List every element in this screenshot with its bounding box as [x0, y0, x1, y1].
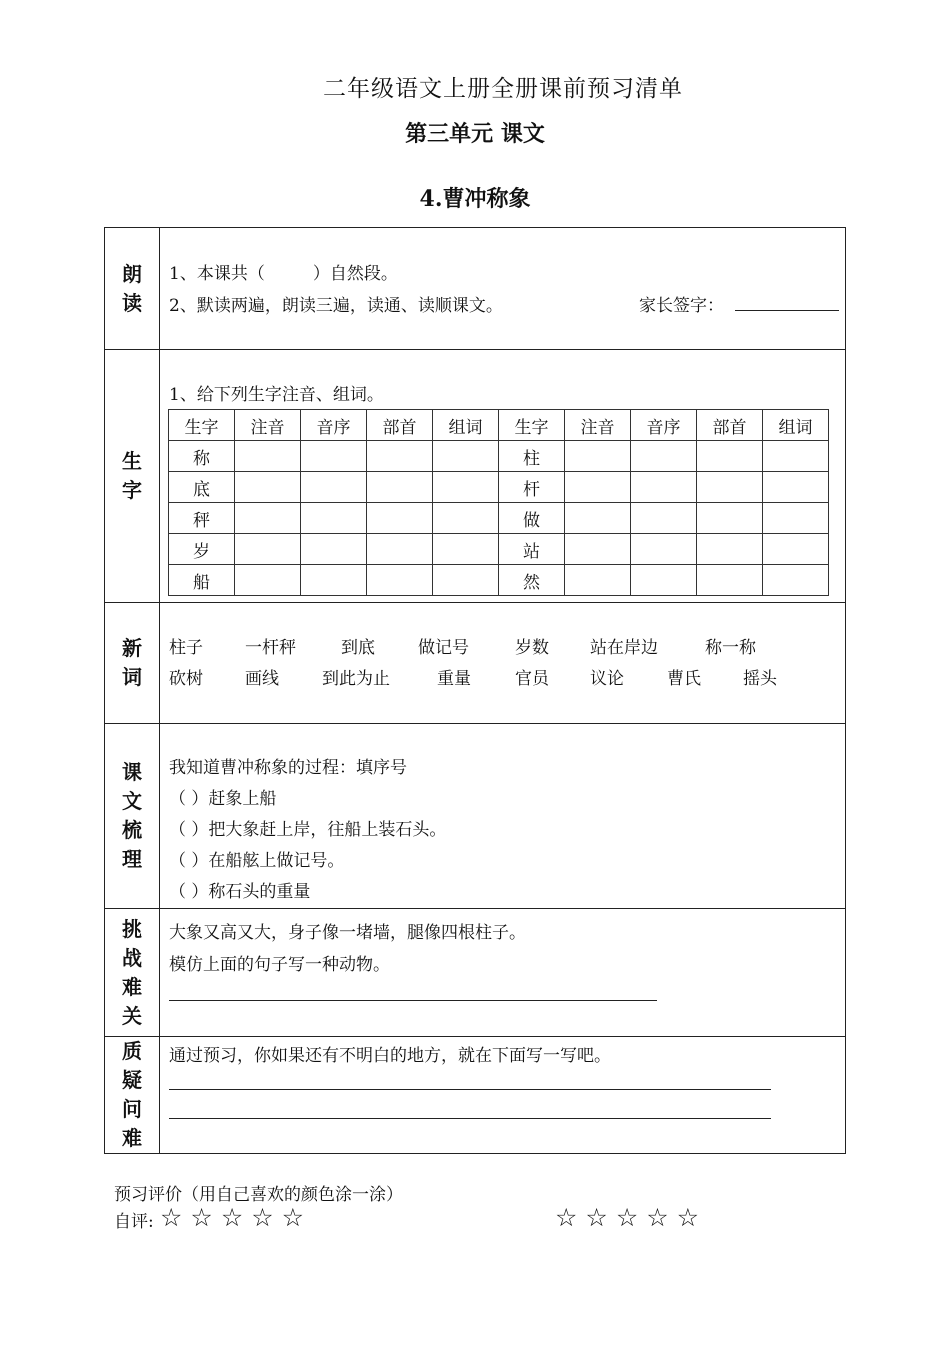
- section-questions: [105, 1037, 845, 1153]
- word-item: 官员: [515, 669, 549, 689]
- section-label-text-order: 课文梳理: [105, 724, 160, 908]
- pinyin-cell[interactable]: [565, 441, 631, 472]
- question-answer-line[interactable]: [169, 1118, 771, 1119]
- character-cell: 做: [499, 503, 565, 534]
- lesson-title: 4.曹冲称象: [419, 186, 531, 212]
- text-order-intro: 我知道曹冲称象的过程：填序号: [169, 758, 407, 778]
- word-cell[interactable]: [433, 441, 499, 472]
- character-cell: 底: [169, 472, 235, 503]
- word-cell[interactable]: [433, 503, 499, 534]
- table-header-row: [169, 410, 829, 441]
- initial-cell[interactable]: [301, 472, 367, 503]
- word-item: 做记号: [418, 638, 469, 658]
- unit-heading: 第三单元 课文: [405, 121, 545, 147]
- character-cell: 称: [169, 441, 235, 472]
- initial-cell[interactable]: [301, 534, 367, 565]
- radical-cell[interactable]: [367, 441, 433, 472]
- radical-cell[interactable]: [697, 441, 763, 472]
- pinyin-cell[interactable]: [235, 565, 301, 596]
- pinyin-cell[interactable]: [235, 472, 301, 503]
- word-item: 称一称: [705, 638, 756, 658]
- pinyin-cell[interactable]: [565, 503, 631, 534]
- table-row: [169, 503, 829, 534]
- initial-cell[interactable]: [301, 441, 367, 472]
- self-evaluation-label: 自评:: [114, 1212, 154, 1232]
- initial-cell[interactable]: [631, 472, 697, 503]
- table-row: [169, 565, 829, 596]
- section-characters: [105, 350, 845, 603]
- radical-cell[interactable]: [367, 503, 433, 534]
- section-label-challenge: 挑战难关: [105, 909, 160, 1036]
- character-cell: 站: [499, 534, 565, 565]
- reading-instruction: 2、默读两遍，朗读三遍，读通、读顺课文。: [169, 296, 503, 316]
- example-sentence: 大象又高又大，身子像一堵墙，腿像四根柱子。: [169, 923, 526, 943]
- pinyin-cell[interactable]: [235, 534, 301, 565]
- self-rating-stars[interactable]: ☆☆☆☆☆: [160, 1203, 313, 1232]
- initial-cell[interactable]: [301, 565, 367, 596]
- pinyin-cell[interactable]: [565, 565, 631, 596]
- word-item: 到底: [341, 638, 375, 658]
- initial-cell[interactable]: [631, 565, 697, 596]
- pinyin-cell[interactable]: [235, 441, 301, 472]
- word-cell[interactable]: [763, 534, 829, 565]
- section-challenge: [105, 909, 845, 1037]
- table-header-cell: 部首: [367, 410, 433, 441]
- character-cell: 船: [169, 565, 235, 596]
- table-header-cell: 部首: [697, 410, 763, 441]
- table-header-cell: 组词: [763, 410, 829, 441]
- answer-line[interactable]: [169, 1000, 657, 1001]
- table-header-cell: 音序: [631, 410, 697, 441]
- table-header-cell: 音序: [301, 410, 367, 441]
- preview-sheet: [104, 227, 846, 1154]
- order-item[interactable]: （ ）赶象上船: [169, 789, 277, 809]
- paragraph-count-question: 1、本课共（ ）自然段。: [169, 264, 398, 284]
- section-label-questions: 质疑问难: [105, 1037, 160, 1153]
- radical-cell[interactable]: [367, 534, 433, 565]
- radical-cell[interactable]: [697, 565, 763, 596]
- section-label-reading: 朗读: [105, 228, 160, 349]
- parent-signature-line[interactable]: [735, 310, 839, 311]
- section-new-words: [105, 603, 845, 724]
- word-item: 议论: [590, 669, 624, 689]
- word-item: 一杆秤: [245, 638, 296, 658]
- characters-table: [168, 409, 829, 596]
- document-title: 二年级语文上册全册课前预习清单: [323, 76, 683, 102]
- table-header-cell: 生字: [169, 410, 235, 441]
- word-cell[interactable]: [763, 441, 829, 472]
- word-cell[interactable]: [763, 472, 829, 503]
- word-item: 摇头: [743, 669, 777, 689]
- table-row: [169, 472, 829, 503]
- radical-cell[interactable]: [367, 472, 433, 503]
- pinyin-cell[interactable]: [235, 503, 301, 534]
- characters-instruction: 1、给下列生字注音、组词。: [169, 385, 384, 405]
- question-answer-line[interactable]: [169, 1089, 771, 1090]
- character-cell: 杆: [499, 472, 565, 503]
- word-item: 站在岸边: [590, 638, 658, 658]
- table-header-cell: 组词: [433, 410, 499, 441]
- word-cell[interactable]: [433, 534, 499, 565]
- section-text-order: [105, 724, 845, 909]
- radical-cell[interactable]: [697, 472, 763, 503]
- table-header-cell: 注音: [565, 410, 631, 441]
- word-cell[interactable]: [433, 472, 499, 503]
- parent-signature-label: 家长签字：: [639, 296, 724, 316]
- character-cell: 然: [499, 565, 565, 596]
- word-cell[interactable]: [763, 503, 829, 534]
- initial-cell[interactable]: [631, 534, 697, 565]
- radical-cell[interactable]: [367, 565, 433, 596]
- pinyin-cell[interactable]: [565, 534, 631, 565]
- word-item: 曹氏: [667, 669, 701, 689]
- imitation-task: 模仿上面的句子写一种动物。: [169, 955, 390, 975]
- word-cell[interactable]: [763, 565, 829, 596]
- initial-cell[interactable]: [631, 441, 697, 472]
- other-rating-stars[interactable]: ☆☆☆☆☆: [555, 1203, 708, 1232]
- word-item: 岁数: [515, 638, 549, 658]
- section-label-characters: 生字: [105, 350, 160, 602]
- word-item: 画线: [245, 669, 279, 689]
- table-row: [169, 441, 829, 472]
- order-item[interactable]: （ ）称石头的重量: [169, 882, 311, 902]
- word-item: 重量: [437, 669, 471, 689]
- character-cell: 岁: [169, 534, 235, 565]
- radical-cell[interactable]: [697, 534, 763, 565]
- table-header-cell: 生字: [499, 410, 565, 441]
- pinyin-cell[interactable]: [565, 472, 631, 503]
- word-item: 砍树: [169, 669, 203, 689]
- questions-prompt: 通过预习，你如果还有不明白的地方，就在下面写一写吧。: [169, 1046, 611, 1066]
- section-reading: [105, 228, 845, 350]
- order-item[interactable]: （ ）在船舷上做记号。: [169, 851, 345, 871]
- table-header-cell: 注音: [235, 410, 301, 441]
- character-cell: 柱: [499, 441, 565, 472]
- word-cell[interactable]: [433, 565, 499, 596]
- radical-cell[interactable]: [697, 503, 763, 534]
- word-item: 柱子: [169, 638, 203, 658]
- word-item: 到此为止: [322, 669, 390, 689]
- order-item[interactable]: （ ）把大象赶上岸，往船上装石头。: [169, 820, 447, 840]
- evaluation-title: 预习评价（用自己喜欢的颜色涂一涂）: [114, 1185, 403, 1205]
- section-label-new-words: 新词: [105, 603, 160, 723]
- character-cell: 秤: [169, 503, 235, 534]
- initial-cell[interactable]: [631, 503, 697, 534]
- table-row: [169, 534, 829, 565]
- initial-cell[interactable]: [301, 503, 367, 534]
